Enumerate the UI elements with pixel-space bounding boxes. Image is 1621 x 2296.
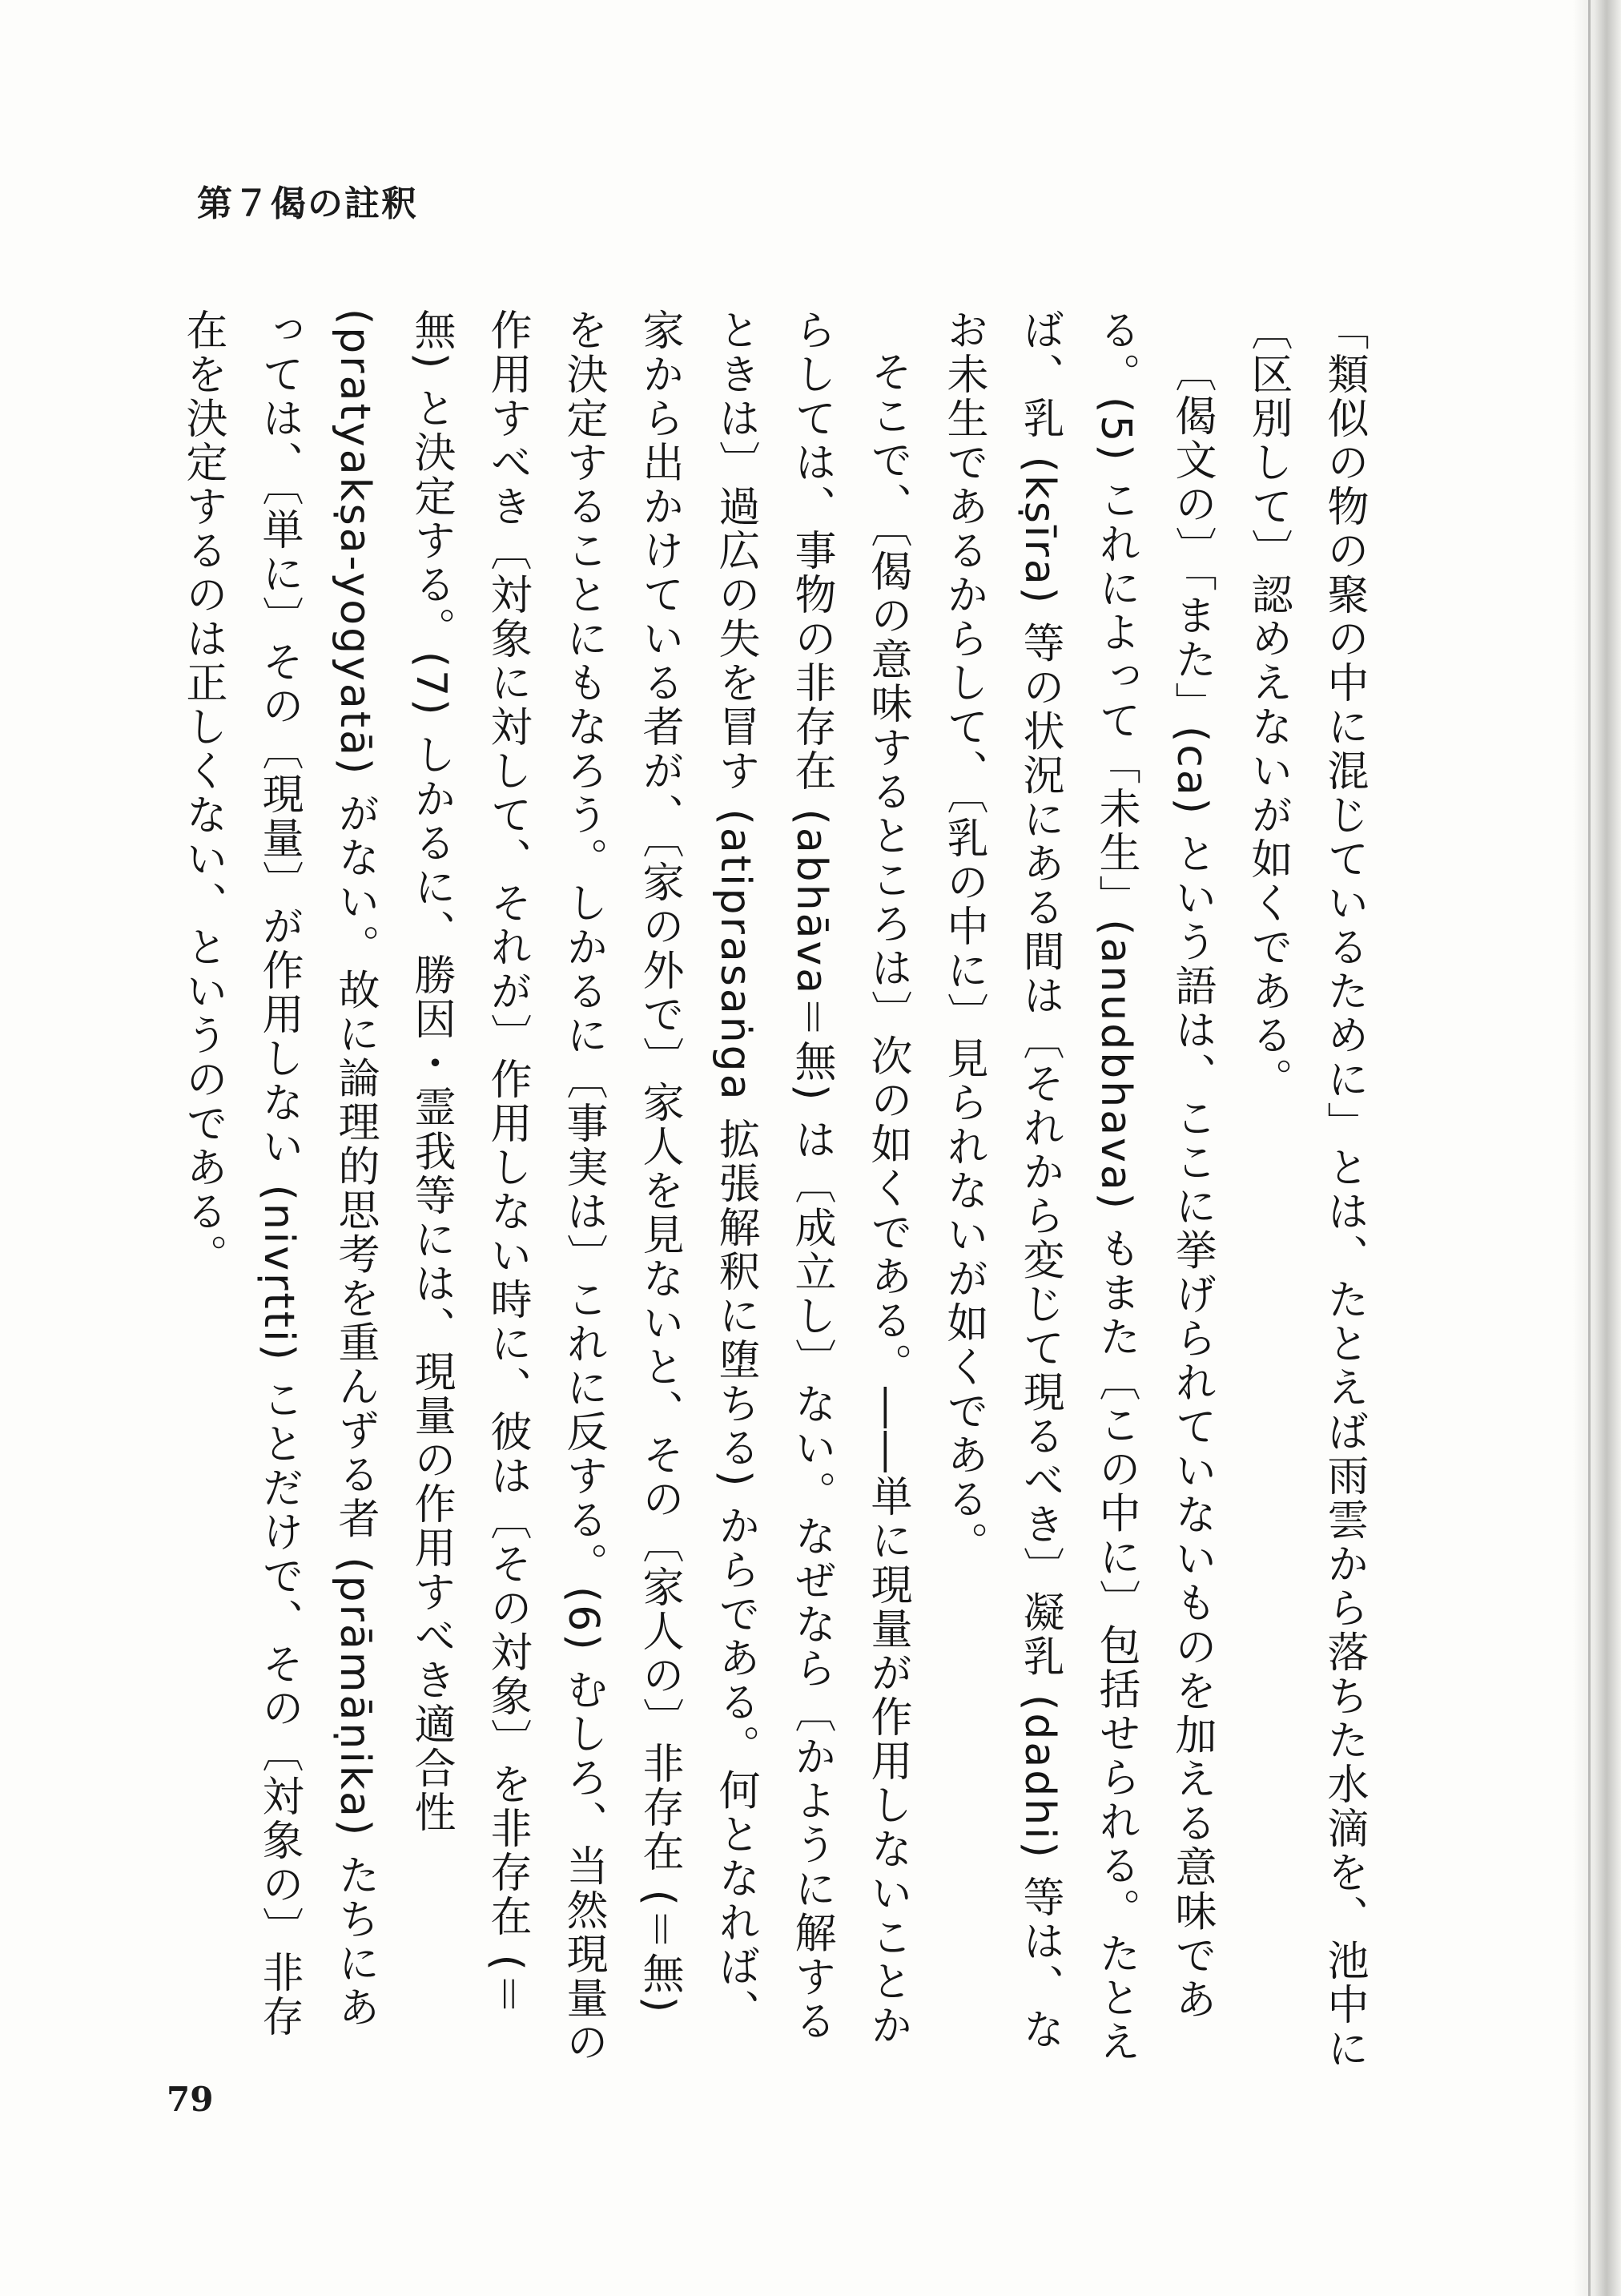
binding-edge-line [1588, 0, 1591, 2296]
running-head: 第７偈の註釈 [197, 183, 418, 224]
body-text [179, 308, 1382, 2071]
binding-shadow [1573, 0, 1621, 2296]
paragraph-3: そこで、〔偈の意味するところは〕次の如くである。――単に現量が作用しないことからしては、事物の非存在 (abhāva＝無) は〔成立し〕ない。なぜなら〔かように解するときは〕過広の失を冒す (atiprasaṅga 拡張解釈に堕ちる) からである。何となれば、家から出かけている者が、〔家の外で〕家人を見ないと、その〔家人の〕非存在 (＝無) を決定することにもなろう。しかるに〔事実は〕これに反する。(6) むしろ、当然現量の作用すべき〔対象に対して、それが〕作用しない時に、彼は〔その対象〕を非存在 (＝無) と決定する。(7) しかるに、勝因・霊我等には、現量の作用すべき適合性 (pratyakṣa-yogyatā) がない。故に論理的思考を重んずる者 (prāmāṇika) たちにあっては、〔単に〕その〔現量〕が作用しない (nivṛtti) ことだけで、その〔対象の〕非存在を決定するのは正しくない、というのである。 [179, 308, 911, 2065]
page-number: 79 [167, 2080, 214, 2119]
paragraph-1: 「類似の物の聚の中に混じているために」とは、たとえば雨雲から落ちた水滴を、池中に〔区別して〕認めえないが如くである。 [1244, 308, 1368, 2071]
paragraph-2: 〔偈文の〕「また」(ca) という語は、ここに挙げられていないものを加える意味である。(5) これによって「未生」(anudbhava) もまた〔この中に〕包括せられる。たとえば、乳 (kṣīra) 等の状況にある間は〔それから変じて現るべき〕凝乳 (dadhi) 等は、なお未生であるからして、〔乳の中に〕見られないが如くである。 [939, 308, 1216, 2064]
